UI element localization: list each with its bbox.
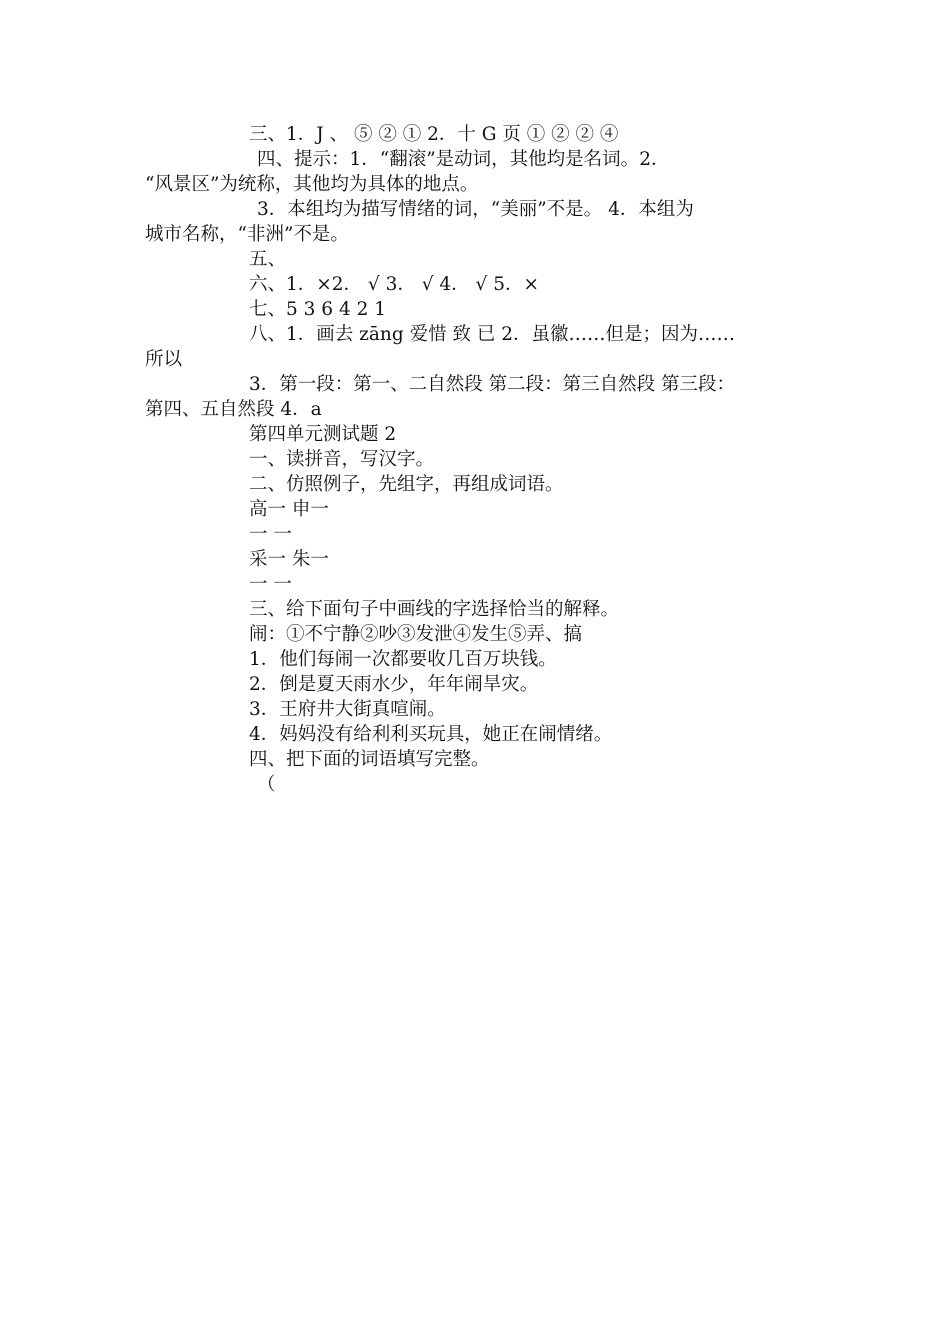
question-2-row-3: 采一 朱一 — [249, 549, 329, 570]
answer-section-4-line-4: 城市名称，“非洲”不是。 — [145, 224, 349, 245]
answer-section-3: 三、1．J 、 ⑤ ② ① 2．十 G 页 ① ② ② ④ — [249, 124, 619, 145]
answer-section-5: 五、 — [249, 249, 287, 270]
question-1: 一、读拼音，写汉字。 — [249, 449, 435, 470]
question-4-start: （ — [257, 774, 276, 795]
question-3: 三、给下面句子中画线的字选择恰当的解释。 — [249, 599, 620, 620]
question-2-row-4: 一 一 — [249, 574, 292, 595]
question-2: 二、仿照例子，先组字，再组成词语。 — [249, 474, 564, 495]
question-3-item-2: 2．倒是夏天雨水少，年年闹旱灾。 — [249, 674, 539, 695]
question-3-item-1: 1．他们每闹一次都要收几百万块钱。 — [249, 649, 557, 670]
question-3-item-4: 4．妈妈没有给利利买玩具，她正在闹情绪。 — [249, 724, 613, 745]
answer-section-4-line-2: “风景区”为统称，其他均为具体的地点。 — [145, 174, 479, 195]
question-4: 四、把下面的词语填写完整。 — [249, 749, 490, 770]
question-3-definitions: 闹：①不宁静②吵③发泄④发生⑤弄、搞 — [249, 624, 583, 645]
answer-section-8-line-4: 第四、五自然段 4．a — [145, 399, 322, 420]
answer-section-4-line-1: 四、提示：1．“翻滚”是动词，其他均是名词。2． — [257, 149, 670, 170]
question-2-row-2: 一 一 — [249, 524, 292, 545]
answer-section-7: 七、5 3 6 4 2 1 — [249, 299, 387, 320]
answer-section-8-line-3: 3．第一段：第一、二自然段 第二段：第三自然段 第三段： — [249, 374, 736, 395]
answer-section-4-line-3: 3．本组均为描写情绪的词，“美丽”不是。 4．本组为 — [257, 199, 694, 220]
question-2-row-1: 高一 申一 — [249, 499, 329, 520]
answer-section-6: 六、1．×2． √ 3． √ 4． √ 5．× — [249, 274, 540, 295]
question-3-item-3: 3．王府井大街真喧闹。 — [249, 699, 446, 720]
document-body — [145, 122, 820, 797]
test-title: 第四单元测试题 2 — [249, 424, 397, 445]
answer-section-8-line-2: 所以 — [145, 349, 183, 370]
answer-section-8-line-1: 八、1．画去 zāng 爱惜 致 已 2．虽徽……但是；因为…… — [249, 324, 735, 345]
